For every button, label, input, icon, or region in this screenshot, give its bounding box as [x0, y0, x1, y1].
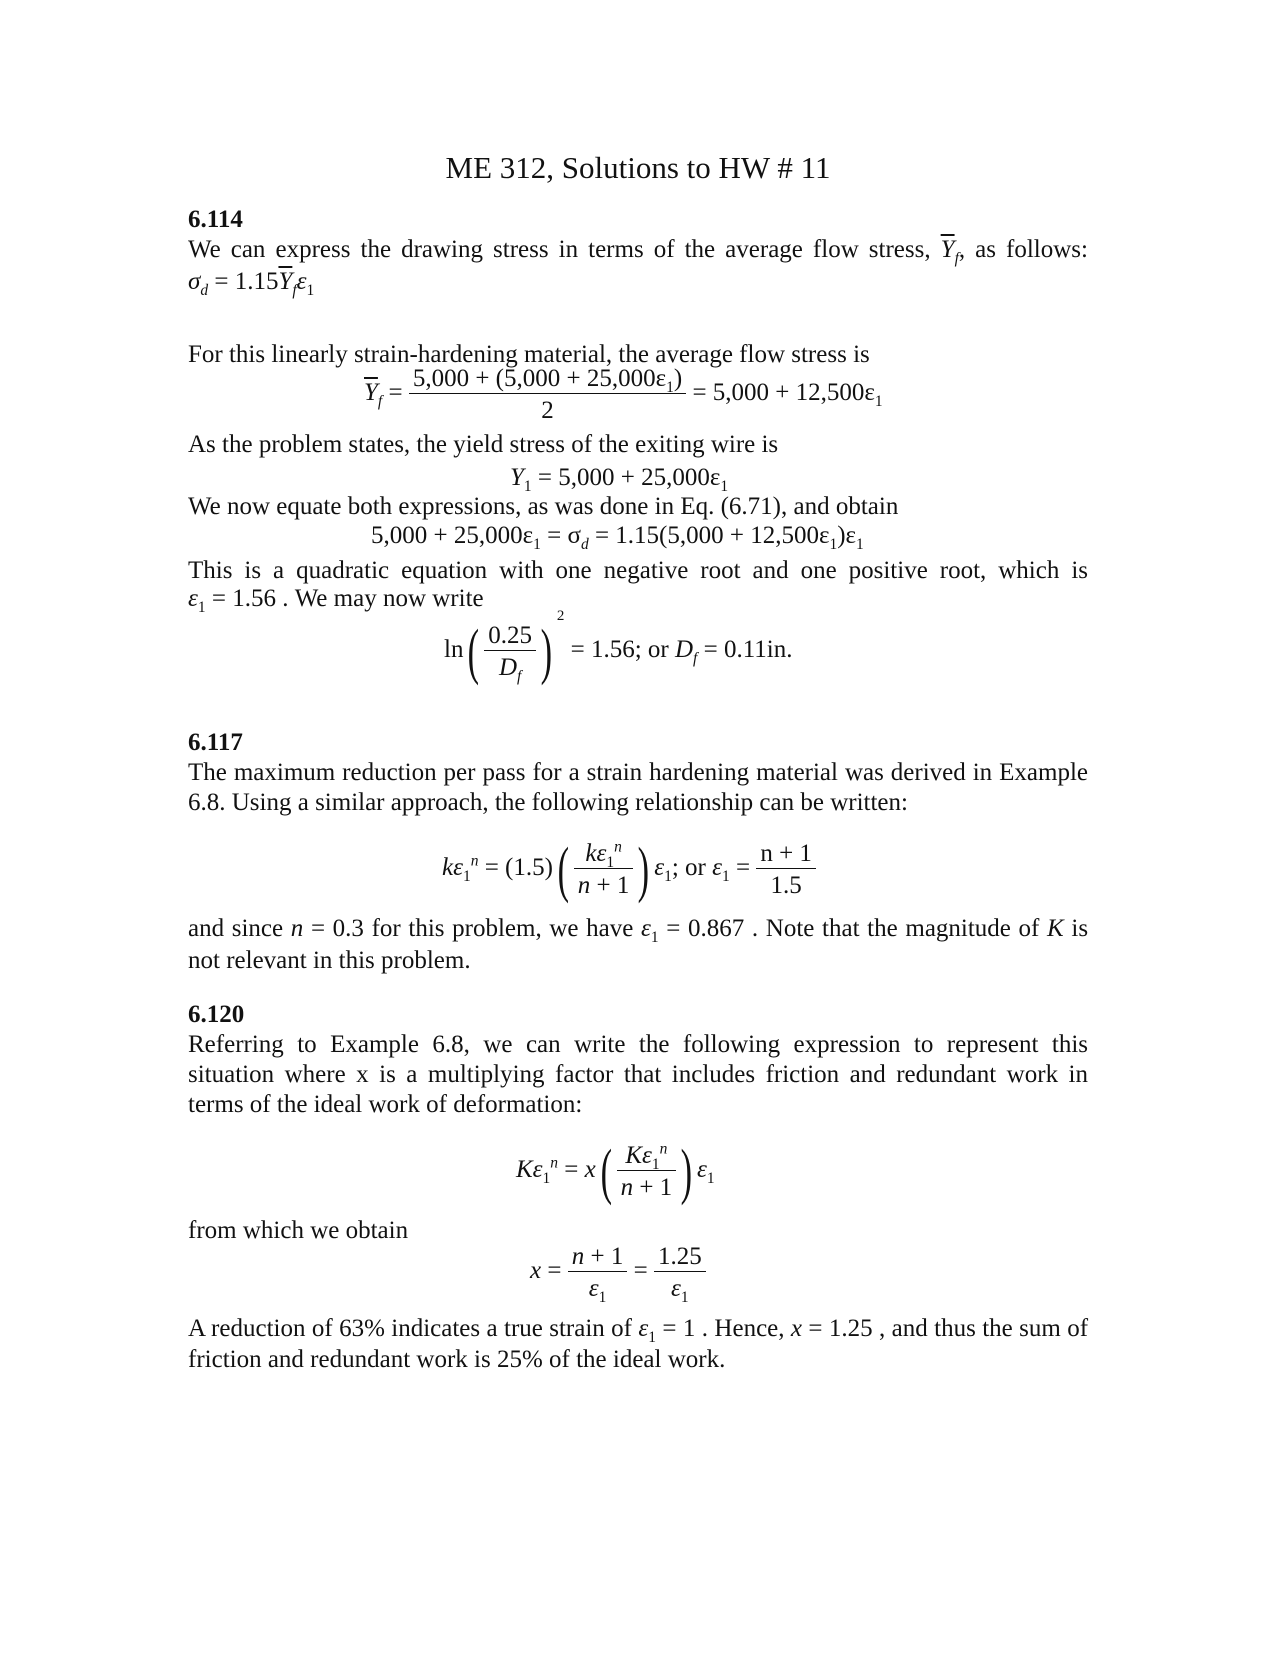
equation-drawing-stress: $\sigma_d = 1.15\overline{Y}_f\varepsilon_1$: [188, 268, 315, 299]
equation-equate: $5,000 + 25,000\varepsilon_1 = \sigma_d = 1.15(5,000 + 12,500\varepsilon_1)\varepsilon_1$: [371, 522, 864, 553]
equation-x: x = $\frac{n + 1}{\varepsilon_1}$ = $\frac{1.25}{\varepsilon_1}$: [530, 1244, 706, 1301]
paragraph: not relevant in this problem.: [188, 947, 471, 974]
paragraph: This is a quadratic equation with one negative root and one positive root, which is: [188, 557, 1088, 584]
section-6-114: [188, 205, 1088, 297]
equation-max-reduction: $k\varepsilon_1^n = (1.5)$( $\frac{k\varepsilon_1^n}{n + 1}$ ) $\varepsilon_1$; or $\varepsilon_1$ = $\frac{n + 1}{1.5}$: [442, 838, 816, 901]
equation-work-factor: $K\varepsilon_1^n = x$( $\frac{K\varepsilon_1^n}{n + 1}$ ) $\varepsilon_1$: [516, 1136, 715, 1206]
paragraph: $\varepsilon_1 = 1.56$ . We may now write: [188, 585, 484, 616]
paragraph: friction and redundant work is 25% of the ideal work.: [188, 1346, 726, 1373]
section-6-120: [188, 1000, 1088, 1120]
paragraph: Referring to Example 6.8, we can write the following expression to represent this situation where x is a multiplying factor that includes friction and redundant work in terms of the ideal work of deformation:: [188, 1031, 1088, 1118]
paragraph: For this linearly strain-hardening material, the average flow stress is: [188, 341, 870, 368]
paragraph: and since n = 0.3 for this problem, we have $\varepsilon_1 = 0.867$ . Note that the magnitude of K is: [188, 915, 1089, 946]
section-6-117: [188, 728, 1088, 818]
paragraph: We now equate both expressions, as was done in Eq. (6.71), and obtain: [188, 493, 899, 520]
paragraph: We can express the drawing stress in terms of the average flow stress, $\overline{Y}_f$, as follows:: [188, 236, 1088, 267]
equation-diameter: ln( $\frac{0.25}{D_f}$ )$^2$ = 1.56; or $D_f = 0.11in$.: [444, 607, 793, 686]
section-heading: 6.117: [188, 729, 243, 756]
paragraph: A reduction of 63% indicates a true strain of $\varepsilon_1 = 1$ . Hence, x = 1.25 , and thus the sum of: [188, 1315, 1089, 1346]
paragraph: The maximum reduction per pass for a strain hardening material was derived in Example 6.8. Using a similar approach, the following relationship can be written:: [188, 759, 1088, 816]
paragraph: from which we obtain: [188, 1217, 409, 1244]
section-heading: 6.120: [188, 1001, 245, 1028]
page-title: ME 312, Solutions to HW # 11: [445, 150, 831, 185]
section-heading: 6.114: [188, 206, 243, 233]
equation-average-flow-stress: $\overline{Y}_f$ = $\frac{5,000 + (5,000 + 25,000\varepsilon_1)}{2}$ = $5,000 + 12,500\varepsilon_1$: [364, 365, 883, 424]
paragraph: As the problem states, the yield stress of the exiting wire is: [188, 431, 779, 458]
equation-yield-stress: $Y_1 = 5,000 + 25,000\varepsilon_1$: [510, 464, 729, 495]
